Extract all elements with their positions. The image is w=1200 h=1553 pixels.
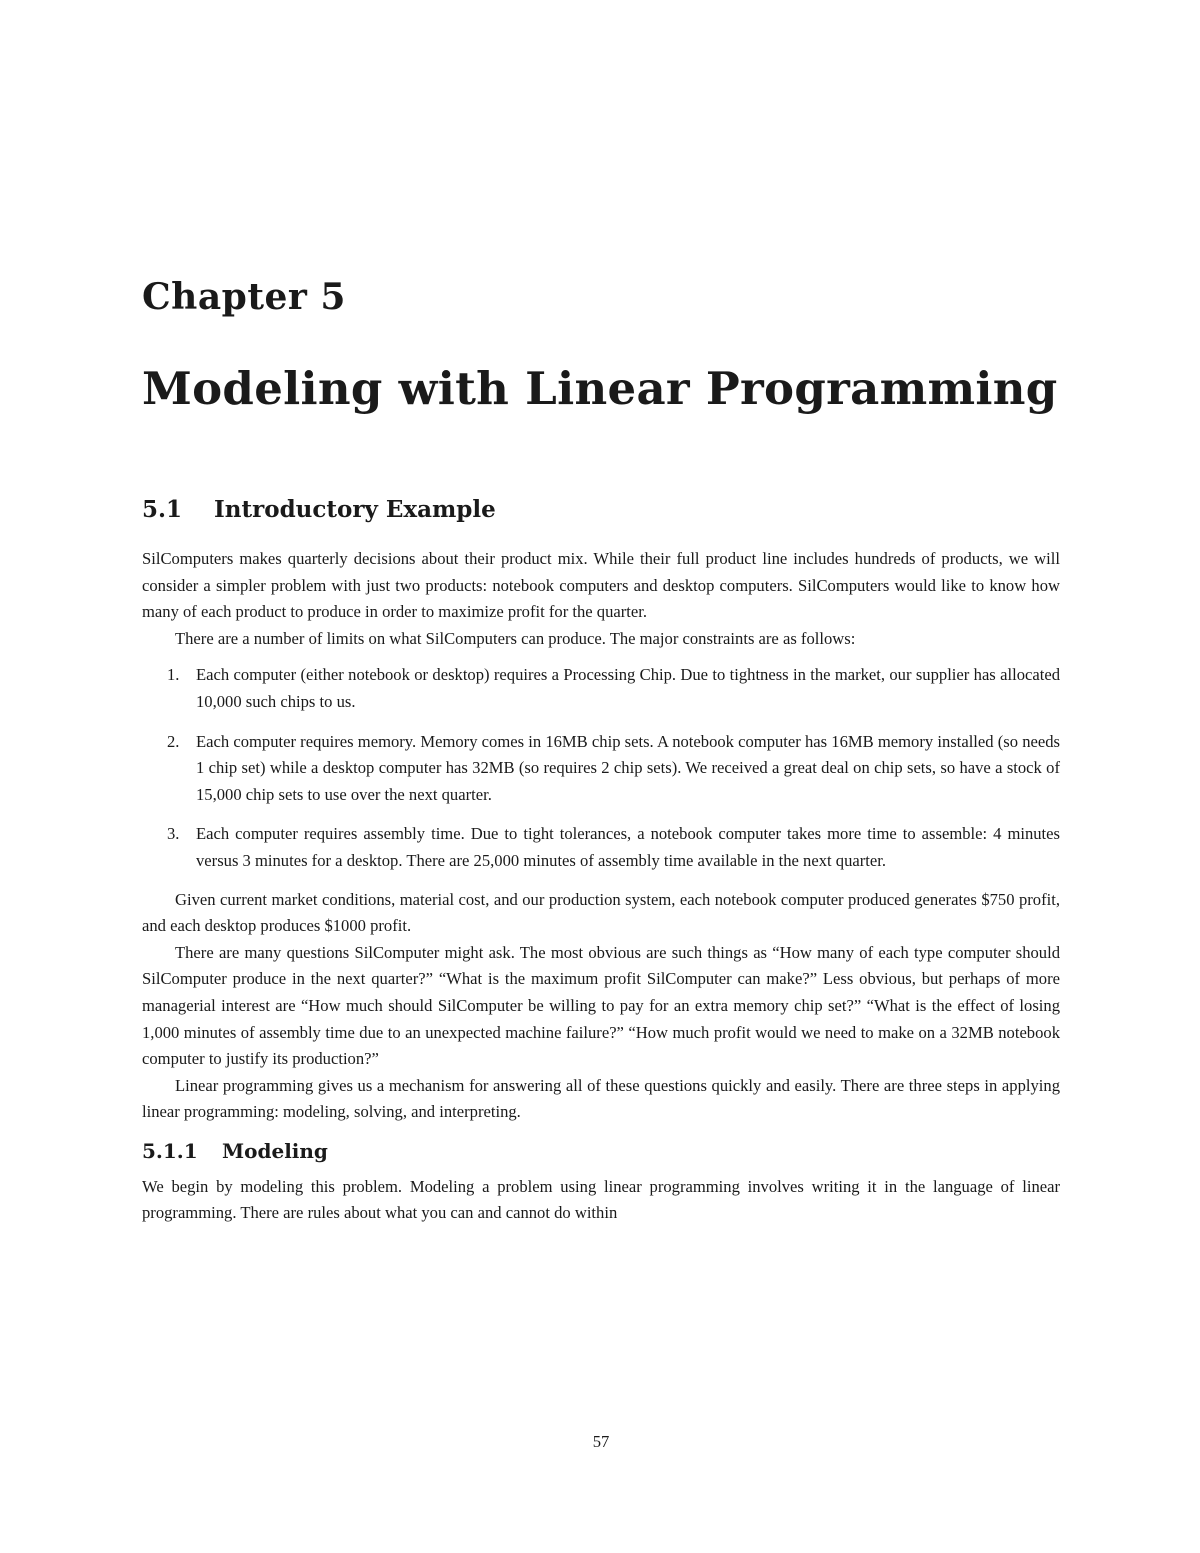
paragraph-profit: Given current market conditions, material cost, and our production system, each notebook computer produced generates $750 profit, and each desktop produces $1000 profit. xyxy=(142,889,1060,936)
list-item xyxy=(142,662,1060,715)
list-item-text: Each computer requires memory. Memory comes in 16MB chip sets. A notebook computer has 16MB memory installed (so needs 1 chip set) while a desktop computer has 32MB (so requires 2 chip sets). We received a great deal on chip sets, so have a stock of 15,000 chip sets to use over the next quarter. xyxy=(196,731,1060,804)
chapter-label: Chapter 5 xyxy=(142,276,346,318)
paragraph-questions: There are many questions SilComputer might ask. The most obvious are such things as “How many of each type computer should SilComputer produce in the next quarter?” “What is the maximum profit SilComputer can make?” Less obvious, but perhaps of more managerial interest are “How much should SilComputer be willing to pay for an extra memory chip set?” “What is the effect of losing 1,000 minutes of assembly time due to an unexpected machine failure?” “How much profit would we need to make on a 32MB notebook computer to justify its production?” xyxy=(142,942,1060,1069)
list-item-text: Each computer requires assembly time. Due to tight tolerances, a notebook computer takes more time to assemble: 4 minutes versus 3 minutes for a desktop. There are 25,000 minutes of assembly time available in the next quarter. xyxy=(196,824,1060,870)
section-number: 5.1 xyxy=(142,496,183,523)
list-item-text: Each computer (either notebook or desktop) requires a Processing Chip. Due to tightness in the market, our supplier has allocated 10,000 such chips to us. xyxy=(196,665,1060,711)
subsection-title: Modeling xyxy=(222,1138,328,1163)
paragraph-intro: SilComputers makes quarterly decisions about their product mix. While their full product line includes hundreds of products, we will consider a simpler problem with just two products: notebook computers and desktop computers. SilComputers would like to know how many of each product to produce in order to maximize profit for the quarter. xyxy=(142,549,1060,622)
section-title: Introductory Example xyxy=(214,496,496,523)
page-number: 57 xyxy=(592,1432,610,1451)
list-item-marker: 1. xyxy=(167,665,180,685)
body-text xyxy=(142,546,1060,1227)
list-item xyxy=(142,729,1060,809)
document-page xyxy=(142,0,1060,1553)
chapter-title: Modeling with Linear Programming xyxy=(142,362,1058,415)
list-item-marker: 3. xyxy=(167,824,180,844)
paragraph-modeling: We begin by modeling this problem. Modeling a problem using linear programming involves writing it in the language of linear programming. There are rules about what you can and cannot do within xyxy=(142,1176,1060,1223)
subsection-number: 5.1.1 xyxy=(142,1138,198,1163)
subsection-heading xyxy=(142,1138,1060,1164)
paragraph-linear-programming: Linear programming gives us a mechanism for answering all of these questions quickly and easily. There are three steps in applying linear programming: modeling, solving, and interpreting. xyxy=(142,1075,1060,1122)
list-item xyxy=(142,821,1060,874)
constraints-list xyxy=(142,662,1060,874)
list-item-marker: 2. xyxy=(167,731,180,751)
section-heading xyxy=(142,496,496,523)
paragraph-limits: There are a number of limits on what SilComputers can produce. The major constraints are as follows: xyxy=(175,628,856,648)
